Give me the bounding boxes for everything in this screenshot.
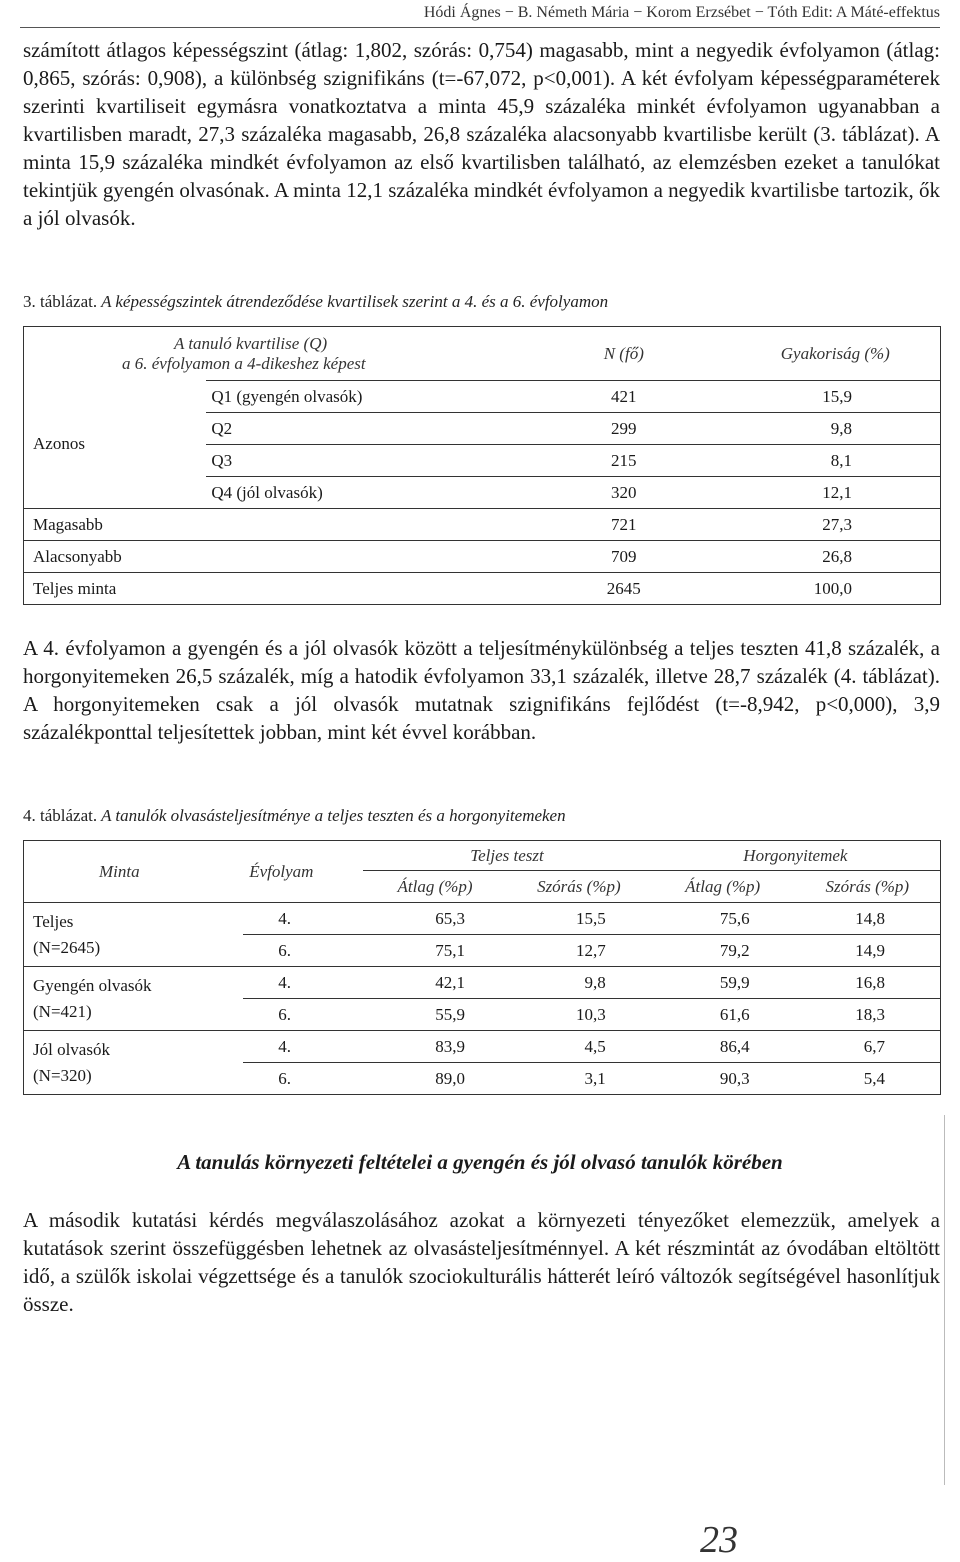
- table3-row-n: 709: [611, 546, 637, 566]
- table3-row-n: 2645: [606, 578, 641, 598]
- section-title: A tanulás környezeti feltételei a gyengén és jól olvasó tanulók körében: [177, 1150, 783, 1174]
- table3-header-n: N (fő): [603, 343, 644, 363]
- table3-row-n: 721: [611, 514, 637, 534]
- table3-caption: [23, 292, 608, 312]
- table4-full-sd: 15,5: [507, 903, 651, 935]
- table4-full-mean: 83,9: [363, 1031, 507, 1063]
- table3-row-n: 299: [517, 413, 731, 445]
- table4-group-cell: [24, 903, 244, 967]
- table4-group-n: (N=2645): [33, 937, 101, 957]
- table4-caption: [23, 806, 566, 826]
- table3-caption-number: 3. táblázat.: [23, 292, 98, 311]
- table-4: [23, 840, 941, 1095]
- table3-row-freq: 8,1: [731, 445, 941, 477]
- paragraph-2: A 4. évfolyamon a gyengén és a jól olvasók között a teljesítménykülönbség a teljes teszten 41,8 százalék, a horgonyitemeken 26,5 százalék, míg a hatodik évfolyamon 33,1 százalék, illetve 28,7 százalék (4. táblázat). A horgonyitemeken csak a jól olvasók mutatnak szignifikáns fejlődést (t=-8,942, p<0,000), 3,9 százalékponttal teljesítettek jobban, mint két évvel korábban.: [23, 636, 940, 744]
- table3-header-quartile: [24, 327, 517, 381]
- table4-full-sd: 3,1: [584, 1068, 606, 1088]
- table3-row-label: Q1 (gyengén olvasók): [206, 381, 517, 413]
- table4-full-mean: 42,1: [363, 967, 507, 999]
- table4-group-n: (N=320): [33, 1065, 92, 1085]
- table4-header-full-mean: Átlag (%p): [397, 876, 473, 896]
- table4-anchor-mean: 79,2: [719, 940, 750, 960]
- table4-anchor-mean: 59,9: [651, 967, 795, 999]
- table4-group-cell: [24, 967, 244, 1031]
- table3-row-label: Alacsonyabb: [33, 546, 122, 566]
- table3-row-n: 215: [517, 445, 731, 477]
- table4-group-n: (N=421): [33, 1001, 92, 1021]
- margin-rule: [944, 1115, 945, 1485]
- table4-grade: 6.: [278, 1068, 291, 1088]
- table3-group-same: Azonos: [33, 434, 85, 454]
- table4-header-anchor: Horgonyitemek: [651, 841, 941, 871]
- table4-grade: 6.: [278, 940, 291, 960]
- table3-row-freq: 100,0: [813, 578, 852, 598]
- table4-header-anchor-mean: Átlag (%p): [685, 876, 761, 896]
- table4-group-name: Gyengén olvasók: [33, 975, 152, 995]
- table3-row-n: 421: [517, 381, 731, 413]
- table4-group-name: Jól olvasók: [33, 1039, 110, 1059]
- running-header: Hódi Ágnes − B. Németh Mária − Korom Erzsébet − Tóth Edit: A Máté-effektus: [423, 4, 940, 21]
- table4-grade: 6.: [278, 1004, 291, 1024]
- paragraph-3: A második kutatási kérdés megválaszolásához azokat a környezeti tényezőket elemezzük, amelyek a kutatások szerint összefüggésben lehetnek az olvasásteljesítménnyel. A két részmintát az óvodában eltöltött idő, a szülők iskolai végzettsége és a tanulók szociokulturális hátterét leíró változók segítségével hasonlítjuk össze.: [23, 1208, 940, 1316]
- table3-row-label: Q4 (jól olvasók): [211, 482, 323, 502]
- table4-full-sd: 10,3: [576, 1004, 606, 1024]
- table4-grade: 4.: [243, 1031, 363, 1063]
- table3-row-label: Magasabb: [33, 514, 103, 534]
- table4-header-full-test: Teljes teszt: [363, 841, 651, 871]
- table4-grade: 4.: [243, 903, 363, 935]
- table4-full-mean: 89,0: [435, 1068, 465, 1088]
- table4-anchor-sd: 6,7: [795, 1031, 941, 1063]
- table4-full-mean: 65,3: [363, 903, 507, 935]
- table4-group-cell: [24, 1031, 244, 1095]
- table3-row-label: Teljes minta: [33, 578, 117, 598]
- table3-row-label: Q2: [206, 413, 517, 445]
- table4-anchor-sd: 14,9: [855, 940, 885, 960]
- table4-anchor-sd: 14,8: [795, 903, 941, 935]
- table4-header-sample: Minta: [99, 861, 140, 881]
- table4-full-mean: 75,1: [435, 940, 465, 960]
- table-3: [23, 326, 941, 605]
- table3-row-freq: 26,8: [822, 546, 852, 566]
- table4-anchor-mean: 86,4: [651, 1031, 795, 1063]
- page-number: 23: [700, 1519, 738, 1561]
- table3-row-freq: 15,9: [731, 381, 941, 413]
- table3-header-quartile-line2: a 6. évfolyamon a 4-dikeshez képest: [122, 353, 366, 373]
- table4-caption-text: A tanulók olvasásteljesítménye a teljes teszten és a horgonyitemeken: [101, 806, 566, 825]
- table4-header-anchor-sd: Szórás (%p): [825, 876, 910, 896]
- table4-anchor-mean: 75,6: [651, 903, 795, 935]
- table3-header-freq: Gyakoriság (%): [780, 343, 890, 363]
- table4-group-name: Teljes: [33, 911, 74, 931]
- table3-row-freq: 12,1: [822, 482, 852, 502]
- table3-row-freq: 27,3: [822, 514, 852, 534]
- table4-header-full-sd: Szórás (%p): [537, 876, 621, 896]
- table4-anchor-mean: 90,3: [719, 1068, 750, 1088]
- table4-grade: 4.: [243, 967, 363, 999]
- table3-caption-text: A képességszintek átrendeződése kvartilisek szerint a 4. és a 6. évfolyamon: [101, 292, 609, 311]
- table3-row-freq: 9,8: [731, 413, 941, 445]
- table4-anchor-mean: 61,6: [719, 1004, 750, 1024]
- table3-header-quartile-line1: A tanuló kvartilise (Q): [174, 333, 328, 353]
- table4-full-sd: 12,7: [576, 940, 606, 960]
- table4-anchor-sd: 18,3: [855, 1004, 885, 1024]
- table4-caption-number: 4. táblázat.: [23, 806, 98, 825]
- table4-anchor-sd: 16,8: [795, 967, 941, 999]
- table4-anchor-sd: 5,4: [863, 1068, 885, 1088]
- header-rule: [20, 27, 940, 28]
- table3-row-label: Q3: [206, 445, 517, 477]
- table4-full-sd: 9,8: [507, 967, 651, 999]
- table4-full-sd: 4,5: [507, 1031, 651, 1063]
- table4-header-grade: Évfolyam: [249, 861, 314, 881]
- table3-row-n: 320: [611, 482, 637, 502]
- paragraph-1: számított átlagos képességszint (átlag: 1,802, szórás: 0,754) magasabb, mint a negyedik évfolyamon (átlag: 0,865, szórás: 0,908), a különbség szignifikáns (t=-67,072, p<0,001). A két évfolyam képességparaméterek szerinti kvartiliseit egymásra vonatkoztatva a minta 45,9 százaléka minkét évfolyamon ugyanabban a kvartilisben maradt, 27,3 százaléka magasabb, 26,8 százaléka alacsonyabb kvartilisbe került (3. táblázat). A minta 15,9 százaléka mindkét évfolyamon az első kvartilisben található, az elemzésben ezeket a tanulókat tekintjük gyengén olvasónak. A minta 12,1 százaléka mindkét évfolyamon a negyedik kvartilisbe tartozik, ők a jól olvasók.: [23, 38, 940, 230]
- table4-full-mean: 55,9: [435, 1004, 465, 1024]
